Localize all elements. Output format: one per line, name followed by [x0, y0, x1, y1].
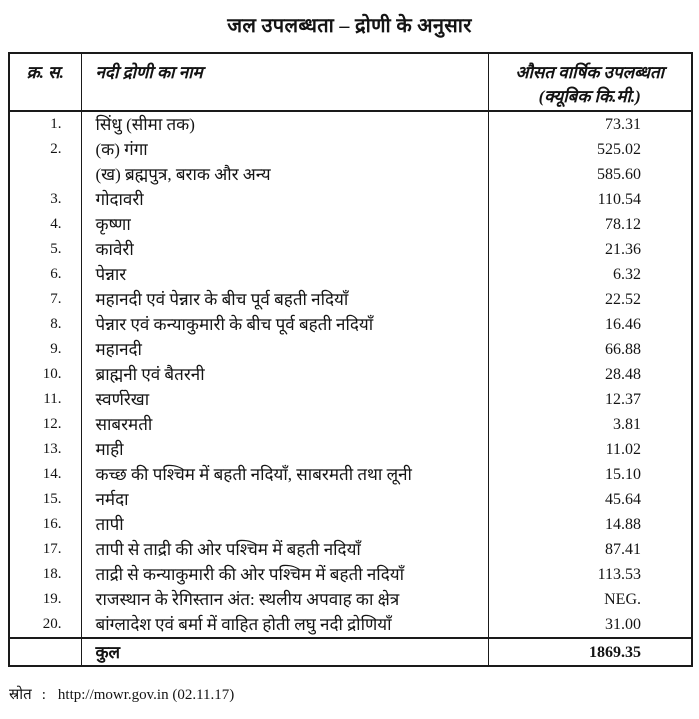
row-basin-name: ताद्री से कन्याकुमारी की ओर पश्चिम में बहती नदियाँ	[81, 562, 488, 587]
row-serial: 18.	[42, 566, 62, 582]
table-row	[9, 387, 692, 412]
row-value: 12.37	[488, 387, 692, 412]
row-basin-name: पेन्नार	[81, 262, 488, 287]
header-basin-name: नदी द्रोणी का नाम	[81, 53, 488, 111]
row-serial: 6.	[50, 266, 62, 282]
row-basin-name: सिंधु (सीमा तक)	[81, 111, 488, 137]
total-row	[9, 638, 692, 666]
row-serial: 16.	[42, 516, 62, 532]
row-basin-name: (ख) ब्रह्मपुत्र, बराक और अन्य	[81, 162, 488, 187]
row-basin-name: राजस्थान के रेगिस्तान अंत: स्थलीय अपवाह का क्षेत्र	[81, 587, 488, 612]
row-basin-name: कृष्णा	[81, 212, 488, 237]
header-row	[9, 53, 692, 111]
table-row	[9, 137, 692, 162]
row-basin-name: कच्छ की पश्चिम में बहती नदियाँ, साबरमती तथा लूनी	[81, 462, 488, 487]
total-serial-empty	[9, 638, 81, 666]
row-serial: 1.	[50, 116, 62, 132]
row-basin-name: पेन्नार एवं कन्याकुमारी के बीच पूर्व बहती नदियाँ	[81, 312, 488, 337]
row-serial: 11.	[43, 391, 62, 407]
row-serial: 19.	[42, 591, 62, 607]
table-body	[9, 111, 692, 666]
row-serial	[9, 162, 81, 187]
table-row	[9, 262, 692, 287]
table-row	[9, 537, 692, 562]
row-basin-name: तापी से ताद्री की ओर पश्चिम में बहती नदियाँ	[81, 537, 488, 562]
row-basin-name: महानदी एवं पेन्नार के बीच पूर्व बहती नदियाँ	[81, 287, 488, 312]
row-value: 14.88	[488, 512, 692, 537]
table-row	[9, 587, 692, 612]
row-serial: 7.	[50, 291, 62, 307]
row-basin-name: गोदावरी	[81, 187, 488, 212]
row-serial: 12.	[42, 416, 62, 432]
row-serial: 9.	[50, 341, 62, 357]
table-row	[9, 237, 692, 262]
table-row	[9, 487, 692, 512]
row-value: 22.52	[488, 287, 692, 312]
total-value: 1869.35	[488, 638, 692, 666]
table-header	[9, 53, 692, 111]
row-serial: 8.	[50, 316, 62, 332]
header-serial: क्र. स.	[9, 53, 81, 111]
row-basin-name: साबरमती	[81, 412, 488, 437]
row-basin-name: तापी	[81, 512, 488, 537]
source-label: स्रोत	[9, 687, 32, 703]
row-serial: 10.	[42, 366, 62, 382]
row-value: 525.02	[488, 137, 692, 162]
row-value: 31.00	[488, 612, 692, 638]
table-row	[9, 437, 692, 462]
row-serial: 3.	[50, 191, 62, 207]
source-note	[9, 684, 699, 704]
table-row	[9, 111, 692, 137]
row-basin-name: (क) गंगा	[81, 137, 488, 162]
row-basin-name: बांग्लादेश एवं बर्मा में वाहित होती लघु नदी द्रोणियाँ	[81, 612, 488, 638]
table-row	[9, 287, 692, 312]
row-value: 78.12	[488, 212, 692, 237]
table-row	[9, 612, 692, 638]
row-basin-name: स्वर्णरेखा	[81, 387, 488, 412]
row-value: NEG.	[488, 587, 692, 612]
source-url-text: http://mowr.gov.in (02.11.17)	[57, 687, 235, 703]
row-value: 21.36	[488, 237, 692, 262]
row-serial: 20.	[42, 616, 62, 632]
row-basin-name: माही	[81, 437, 488, 462]
table-row	[9, 462, 692, 487]
row-basin-name: कावेरी	[81, 237, 488, 262]
table-row	[9, 187, 692, 212]
row-value: 16.46	[488, 312, 692, 337]
row-basin-name: नर्मदा	[81, 487, 488, 512]
table-row	[9, 412, 692, 437]
table-row	[9, 162, 692, 187]
table-row	[9, 337, 692, 362]
row-value: 11.02	[488, 437, 692, 462]
table-row	[9, 562, 692, 587]
header-availability	[488, 53, 692, 111]
total-label: कुल	[81, 638, 488, 666]
row-value: 45.64	[488, 487, 692, 512]
table-row	[9, 362, 692, 387]
row-serial: 13.	[42, 441, 62, 457]
row-value: 28.48	[488, 362, 692, 387]
table-row	[9, 512, 692, 537]
row-serial: 17.	[42, 541, 62, 557]
row-serial: 15.	[42, 491, 62, 507]
water-availability-table	[8, 52, 693, 667]
table-row	[9, 212, 692, 237]
table-row	[9, 312, 692, 337]
row-value: 66.88	[488, 337, 692, 362]
header-availability-line2: (क्यूबिक कि.मी.)	[538, 87, 641, 106]
row-serial: 14.	[42, 466, 62, 482]
source-separator: :	[41, 687, 46, 703]
row-value: 73.31	[488, 111, 692, 137]
row-basin-name: महानदी	[81, 337, 488, 362]
row-value: 87.41	[488, 537, 692, 562]
row-value: 15.10	[488, 462, 692, 487]
row-serial: 5.	[50, 241, 62, 257]
row-value: 110.54	[488, 187, 692, 212]
page-title: जल उपलब्धता – द्रोणी के अनुसार	[227, 15, 472, 37]
row-basin-name: ब्राह्मनी एवं बैतरनी	[81, 362, 488, 387]
row-serial: 2.	[50, 141, 62, 157]
row-serial: 4.	[50, 216, 62, 232]
row-value: 585.60	[488, 162, 692, 187]
row-value: 113.53	[488, 562, 692, 587]
row-value: 3.81	[488, 412, 692, 437]
row-value: 6.32	[488, 262, 692, 287]
header-availability-line1: औसत वार्षिक उपलब्धता	[515, 63, 665, 82]
